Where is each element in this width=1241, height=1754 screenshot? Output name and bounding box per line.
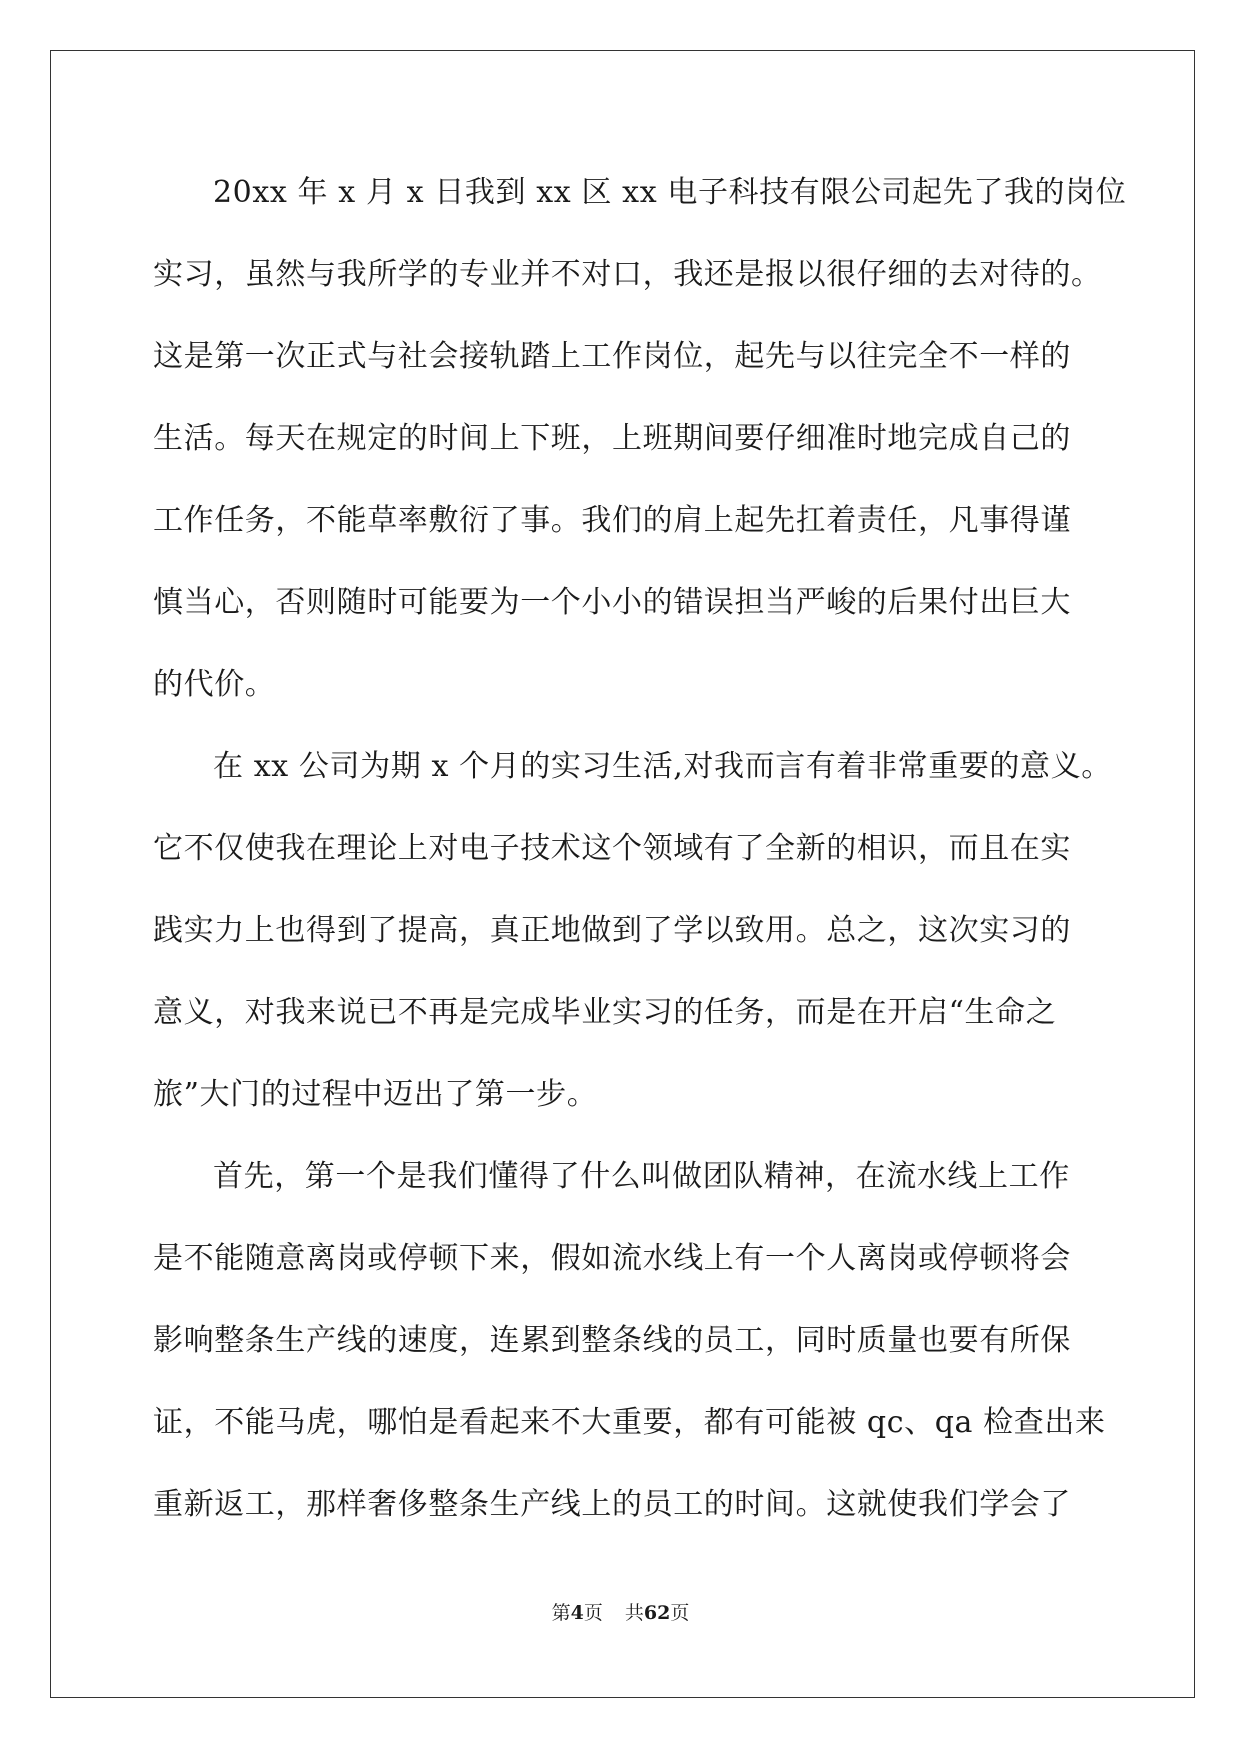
total-prefix: 共: [624, 1602, 644, 1624]
text-line: 慎当心，否则随时可能要为一个小小的错误担当严峻的后果付出巨大: [153, 585, 1071, 620]
text-line: 实习，虽然与我所学的专业并不对口，我还是报以很仔细的去对待的。: [153, 257, 1102, 292]
document-body: [153, 160, 1127, 1554]
text-line: 影响整条生产线的速度，连累到整条线的员工，同时质量也要有所保: [153, 1323, 1071, 1358]
text-line: 意义，对我来说已不再是完成毕业实习的任务，而是在开启“生命之: [153, 995, 1057, 1030]
page-number: 4: [570, 1602, 584, 1624]
page-prefix: 第: [551, 1602, 571, 1624]
total-pages: 62: [643, 1602, 671, 1624]
text-line: 首先，第一个是我们懂得了什么叫做团队精神，在流水线上工作: [213, 1159, 1070, 1194]
text-line: 证，不能马虎，哪怕是看起来不大重要，都有可能被 qc、qa 检查出来: [153, 1405, 1106, 1440]
text-line: 践实力上也得到了提高，真正地做到了学以致用。总之，这次实习的: [153, 913, 1071, 948]
text-line: 20xx 年 x 月 x 日我到 xx 区 xx 电子科技有限公司起先了我的岗位: [213, 175, 1127, 210]
text-line: 是不能随意离岗或停顿下来，假如流水线上有一个人离岗或停顿将会: [153, 1241, 1071, 1276]
text-line: 在 xx 公司为期 x 个月的实习生活,对我而言有着非常重要的意义。: [213, 749, 1112, 784]
text-line: 它不仅使我在理论上对电子技术这个领域有了全新的相识，而且在实: [153, 831, 1071, 866]
text-line: 的代价。: [153, 667, 276, 702]
total-suffix: 页: [670, 1602, 690, 1624]
text-line: 这是第一次正式与社会接轨踏上工作岗位，起先与以往完全不一样的: [153, 339, 1071, 374]
text-line: 旅”大门的过程中迈出了第一步。: [153, 1077, 598, 1112]
text-line: 工作任务，不能草率敷衍了事。我们的肩上起先扛着责任，凡事得谨: [153, 503, 1071, 538]
page-footer: [0, 1599, 1241, 1627]
page-suffix: 页: [583, 1602, 603, 1624]
text-line: 生活。每天在规定的时间上下班，上班期间要仔细准时地完成自己的: [153, 421, 1071, 456]
text-line: 重新返工，那样奢侈整条生产线上的员工的时间。这就使我们学会了: [153, 1487, 1071, 1522]
